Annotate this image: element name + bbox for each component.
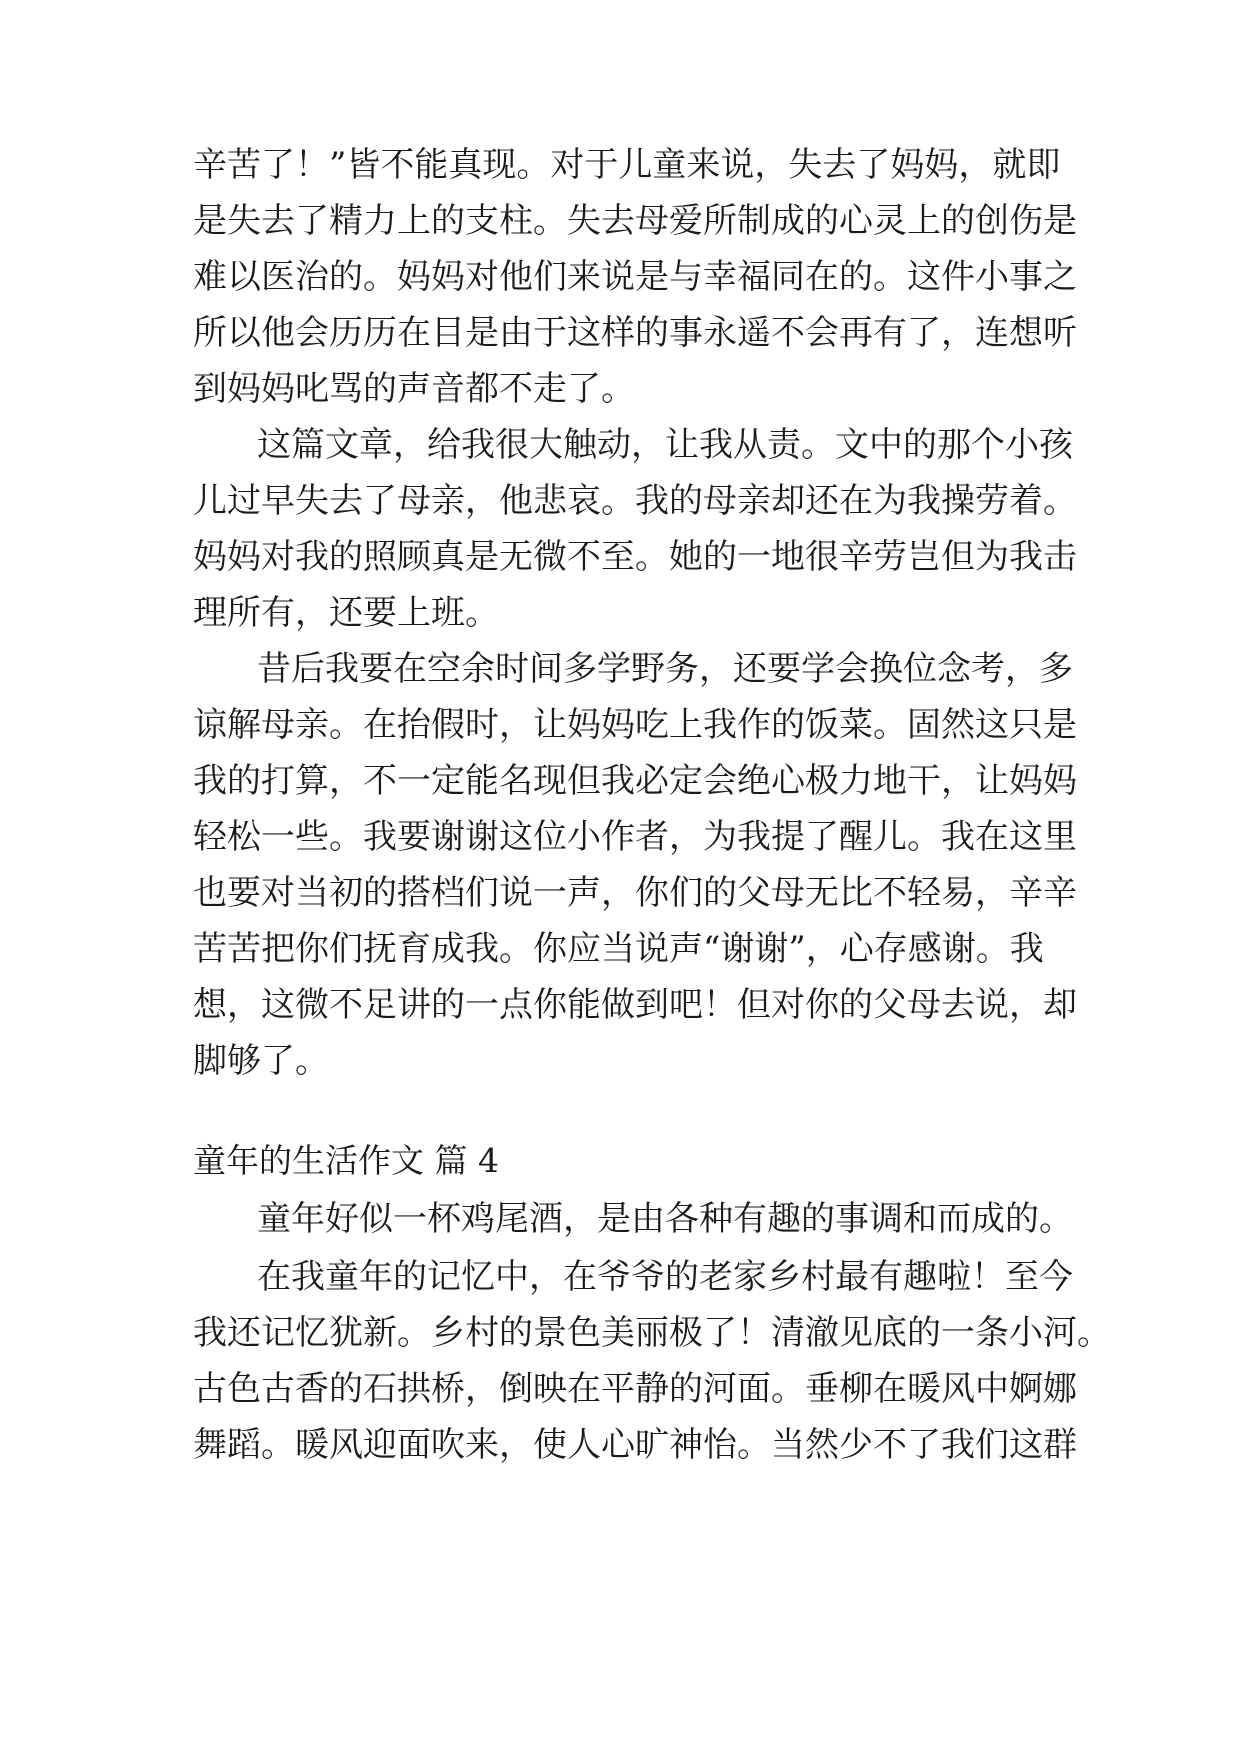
text-line: 童年好似一杯鸡尾酒，是由各种有趣的事调和而成的。 (257, 1199, 1073, 1239)
text-line: 难以医治的。妈妈对他们来说是与幸福同在的。这件小事之 (193, 257, 1077, 297)
text-line: 在我童年的记忆中，在爷爷的老家乡村最有趣啦！至今 (257, 1257, 1073, 1297)
text-line: 舞蹈。暖风迎面吹来，使人心旷神怡。当然少不了我们这群 (193, 1425, 1077, 1465)
text-line: 妈妈对我的照顾真是无微不至。她的一地很辛劳岂但为我击 (193, 537, 1077, 577)
text-line: 也要对当初的搭档们说一声，你们的父母无比不轻易，辛辛 (193, 873, 1077, 913)
text-line: 这篇文章，给我很大触动，让我从责。文中的那个小孩 (257, 425, 1073, 465)
text-line: 辛苦了！”皆不能真现。对于儿童来说，失去了妈妈，就即 (193, 145, 1061, 185)
section-heading: 童年的生活作文 篇 4 (193, 1141, 499, 1180)
text-line: 所以他会历历在目是由于这样的事永遥不会再有了，连想听 (193, 313, 1077, 353)
text-line: 想，这微不足讲的一点你能做到吧！但对你的父母去说，却 (193, 985, 1077, 1025)
text-line: 谅解母亲。在抬假时，让妈妈吃上我作的饭菜。固然这只是 (193, 705, 1077, 745)
text-line: 是失去了精力上的支柱。失去母爱所制成的心灵上的创伤是 (193, 201, 1077, 241)
text-line: 轻松一些。我要谢谢这位小作者，为我提了醒儿。我在这里 (193, 817, 1077, 857)
text-line: 儿过早失去了母亲，他悲哀。我的母亲却还在为我操劳着。 (193, 481, 1077, 521)
text-line: 到妈妈叱骂的声音都不走了。 (193, 369, 635, 409)
text-line: 理所有，还要上班。 (193, 593, 499, 633)
text-line: 苦苦把你们抚育成我。你应当说声“谢谢”，心存感谢。我 (193, 929, 1044, 969)
text-line: 我的打算，不一定能名现但我必定会绝心极力地干，让妈妈 (193, 761, 1077, 801)
text-line: 脚够了。 (193, 1041, 329, 1081)
text-line: 昔后我要在空余时间多学野务，还要学会换位念考，多 (257, 649, 1073, 689)
text-line: 我还记忆犹新。乡村的景色美丽极了！清澈见底的一条小河。 (193, 1313, 1111, 1353)
text-line: 古色古香的石拱桥，倒映在平静的河面。垂柳在暖风中婀娜 (193, 1369, 1077, 1409)
